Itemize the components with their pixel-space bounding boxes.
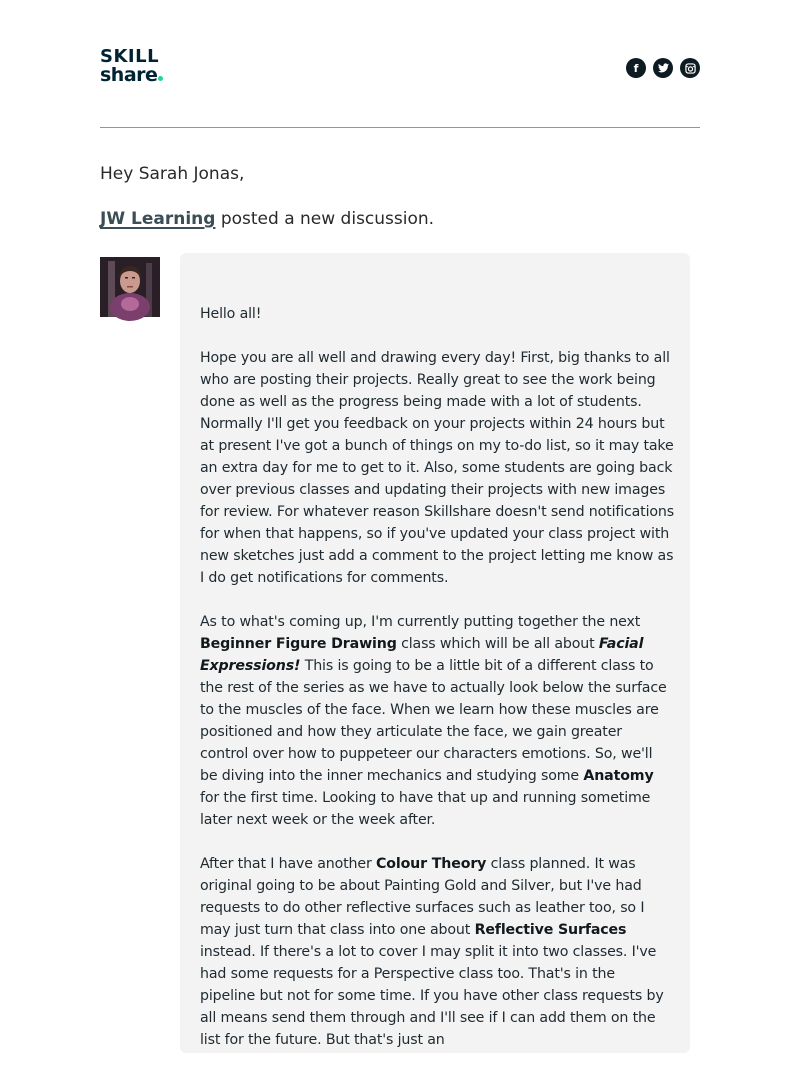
p4-text-a: After that I have another <box>200 856 377 872</box>
skillshare-logo[interactable] <box>100 47 182 89</box>
p3-text-c: class which will be all about <box>396 636 599 652</box>
instagram-glyph <box>685 63 696 74</box>
logo-line-1: SKILL <box>100 46 160 67</box>
p3-text-a: As to what's coming up, I'm currently putting together the next <box>200 614 641 630</box>
p3-bold-italic-topic: Facial Expressions! <box>200 636 644 674</box>
greeting-text: Hey Sarah Jonas, <box>100 164 245 184</box>
avatar-portrait <box>100 257 160 317</box>
intro-line <box>100 209 434 229</box>
p4-text-e: instead. If there's a lot to cover I may split it into two classes. I've had some requests for a Perspective class too. That's in the pipeline but not for some time. If you have other class requests by all means send them through and I'll see if I can add them on the list for the future. But that's just an <box>200 944 664 1048</box>
discussion-card <box>180 253 690 1053</box>
twitter-icon[interactable] <box>653 58 673 78</box>
p4-text-c: class planned. It was original going to be about Painting Gold and Silver, but I've had requests to do other reflective surfaces such as leather too, so I may just turn that class into one about <box>200 856 645 938</box>
post-paragraph-1: Hello all! <box>200 306 262 322</box>
logo-line-2-text: share <box>100 64 158 86</box>
logo-line-2 <box>100 66 182 85</box>
logo-dot <box>158 76 163 81</box>
author-avatar[interactable] <box>100 257 160 317</box>
p3-text-g: for the first time. Looking to have that up and running sometime later next week or the week after. <box>200 790 651 828</box>
social-links <box>626 58 700 78</box>
post-paragraph-3 <box>200 611 674 831</box>
instagram-icon[interactable] <box>680 58 700 78</box>
p3-bold-course: Beginner Figure Drawing <box>200 636 397 652</box>
intro-suffix: posted a new discussion. <box>215 209 435 229</box>
p3-text-e: This is going to be a little bit of a different class to the rest of the series as we have to actually look below the surface to the muscles of the face. When we learn how these muscles are positioned and how they articulate the face, we gain greater control over how to puppeteer our characters emotions. So, we'll be diving into the inner mechanics and studying some <box>200 658 667 784</box>
header-divider <box>100 127 700 128</box>
p4-bold-reflective: Reflective Surfaces <box>474 922 627 938</box>
facebook-icon[interactable]: f <box>626 58 646 78</box>
author-link[interactable]: JW Learning <box>100 209 216 229</box>
twitter-bird-glyph <box>658 63 669 73</box>
p3-bold-anatomy: Anatomy <box>583 768 654 784</box>
post-paragraph-4 <box>200 853 674 1051</box>
post-paragraph-2: Hope you are all well and drawing every day! First, big thanks to all who are posting their projects. Really great to see the work being done as well as the progress being made with a lot of students. Normally I'll get you feedback on your projects within 24 hours but at present I've got a bunch of things on my to-do list, so it may take an extra day for me to get to it. Also, some students are going back over previous classes and updating their projects with new images for review. For whatever reason Skillshare doesn't send notifications for when that happens, so if you've updated your class project with new sketches just add a comment to the project letting me know as I do get notifications for comments. <box>200 350 675 586</box>
discussion-body <box>200 303 674 1073</box>
p4-bold-colour-theory: Colour Theory <box>376 856 487 872</box>
